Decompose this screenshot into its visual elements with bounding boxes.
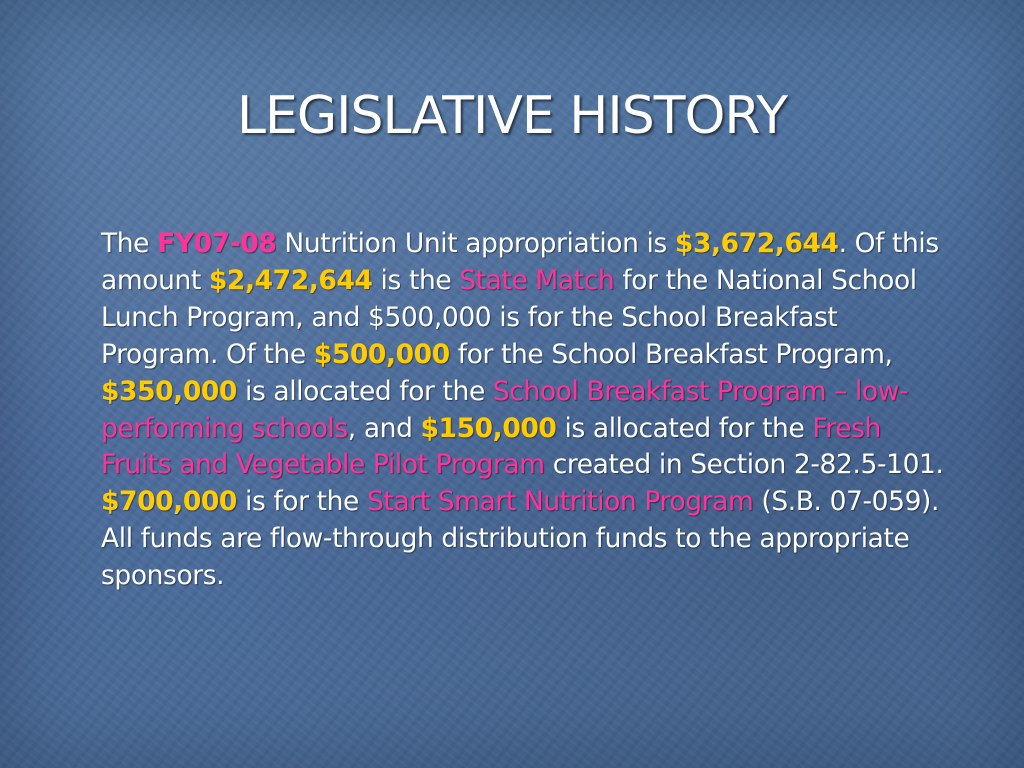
text-segment: is allocated for the — [236, 375, 493, 407]
low-performing-amount: $350,000 — [101, 375, 237, 407]
state-match-label: State Match — [459, 264, 615, 296]
state-match-amount: $2,472,644 — [208, 264, 373, 296]
text-segment: , and — [347, 412, 421, 444]
low-performing-program-label: School Breakfast Program – low-performing schools — [101, 375, 909, 444]
text-segment: is the — [372, 264, 460, 296]
fruits-program-label: Fresh Fruits and Vegetable Pilot Program — [101, 412, 881, 481]
fiscal-year: FY07-08 — [157, 228, 277, 259]
text-segment: is allocated for the — [556, 412, 813, 444]
text-segment: Nutrition Unit appropriation is — [276, 228, 675, 259]
text-segment: The — [101, 228, 158, 259]
start-smart-amount: $700,000 — [101, 486, 237, 518]
fruits-amount: $150,000 — [420, 412, 557, 444]
text-segment: is for the — [236, 486, 367, 518]
total-amount: $3,672,644 — [674, 228, 839, 259]
body-paragraph — [101, 226, 951, 595]
text-segment: . Of this amount — [101, 228, 939, 296]
start-smart-program-label: Start Smart Nutrition Program — [366, 486, 754, 518]
text-segment: for the National School Lunch Program, and $500,000 is for the School Breakfast Program. Of the — [101, 264, 917, 370]
breakfast-amount: $500,000 — [313, 338, 450, 370]
text-segment: created in Section 2-82.5-101. — [544, 449, 944, 481]
text-segment: for the School Breakfast Program, — [449, 338, 893, 370]
text-segment: (S.B. 07-059). All funds are flow-through distribution funds to the appropriate sponsors. — [101, 486, 940, 592]
slide-title: LEGISLATIVE HISTORY — [237, 86, 787, 146]
